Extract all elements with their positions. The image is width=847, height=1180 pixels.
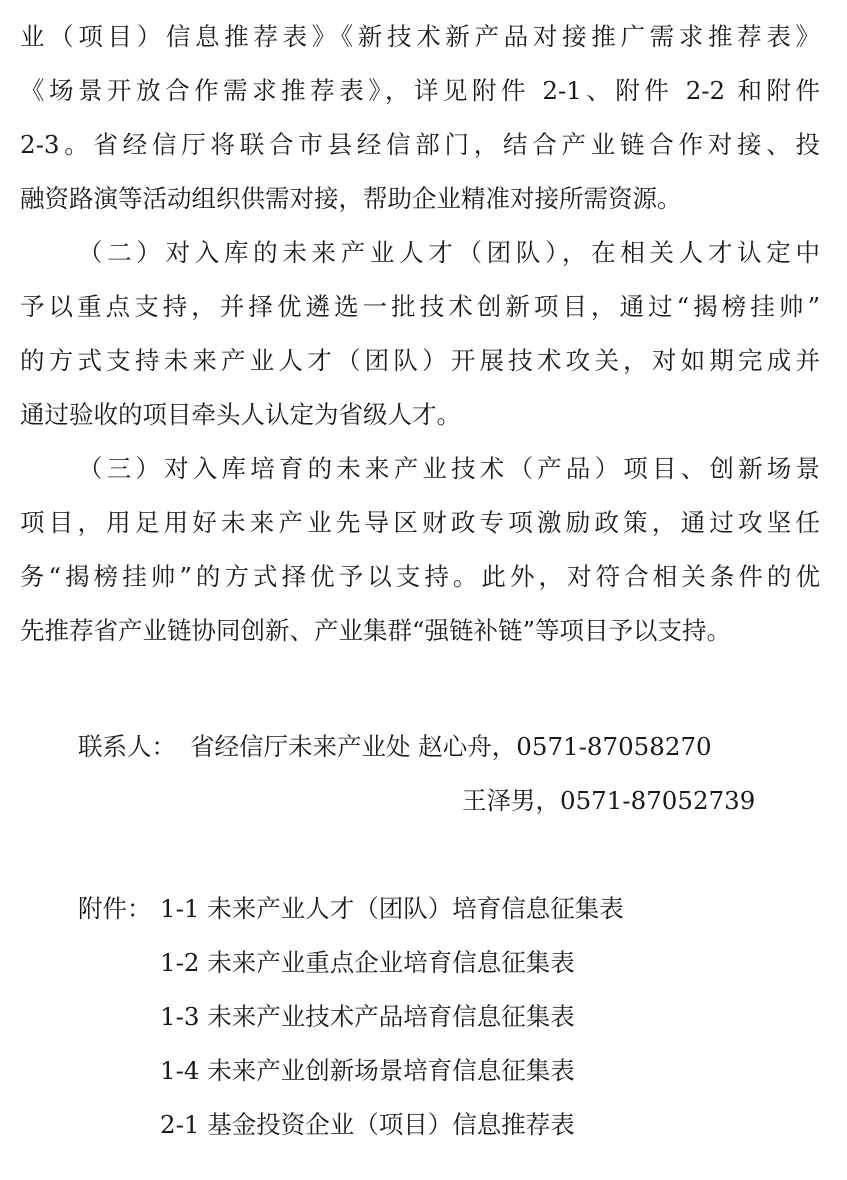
paragraph-2-line-2: 予以重点支持，并择优遴选一批技术创新项目，通过“揭榜挂帅” bbox=[20, 292, 820, 321]
paragraph-3-line-3: 务“揭榜挂帅”的方式择优予以支持。此外，对符合相关条件的优 bbox=[20, 562, 820, 591]
attachment-item-1-2: 1-2 未来产业重点企业培育信息征集表 bbox=[160, 948, 575, 977]
contact-line-1: 省经信厅未来产业处 赵心舟，0571-87058270 bbox=[190, 732, 712, 761]
attachments-label: 附件： bbox=[78, 894, 152, 923]
paragraph-2-line-3: 的方式支持未来产业人才（团队）开展技术攻关，对如期完成并 bbox=[20, 346, 820, 375]
contact-label: 联系人： bbox=[78, 732, 176, 761]
paragraph-1-line-2: 《场景开放合作需求推荐表》，详见附件 2-1、附件 2-2 和附件 bbox=[20, 76, 820, 105]
paragraph-2-line-1: （二）对入库的未来产业人才（团队），在相关人才认定中 bbox=[78, 238, 820, 267]
paragraph-3-line-1: （三）对入库培育的未来产业技术（产品）项目、创新场景 bbox=[78, 454, 820, 483]
paragraph-3-line-2: 项目，用足用好未来产业先导区财政专项激励政策，通过攻坚任 bbox=[20, 508, 820, 537]
paragraph-2-line-4: 通过验收的项目牵头人认定为省级人才。 bbox=[20, 400, 461, 429]
attachment-item-1-1: 1-1 未来产业人才（团队）培育信息征集表 bbox=[160, 894, 624, 923]
paragraph-1-line-4: 融资路演等活动组织供需对接，帮助企业精准对接所需资源。 bbox=[20, 184, 682, 213]
attachment-item-1-3: 1-3 未来产业技术产品培育信息征集表 bbox=[160, 1002, 575, 1031]
attachment-item-1-4: 1-4 未来产业创新场景培育信息征集表 bbox=[160, 1056, 575, 1085]
attachment-item-2-1: 2-1 基金投资企业（项目）信息推荐表 bbox=[160, 1110, 575, 1139]
paragraph-1-line-1: 业（项目）信息推荐表》《新技术新产品对接推广需求推荐表》 bbox=[20, 22, 820, 51]
paragraph-3-line-4: 先推荐省产业链协同创新、产业集群“强链补链”等项目予以支持。 bbox=[20, 616, 732, 645]
contact-line-2: 王泽男，0571-87052739 bbox=[462, 786, 756, 815]
paragraph-1-line-3: 2-3。省经信厅将联合市县经信部门，结合产业链合作对接、投 bbox=[20, 130, 820, 159]
